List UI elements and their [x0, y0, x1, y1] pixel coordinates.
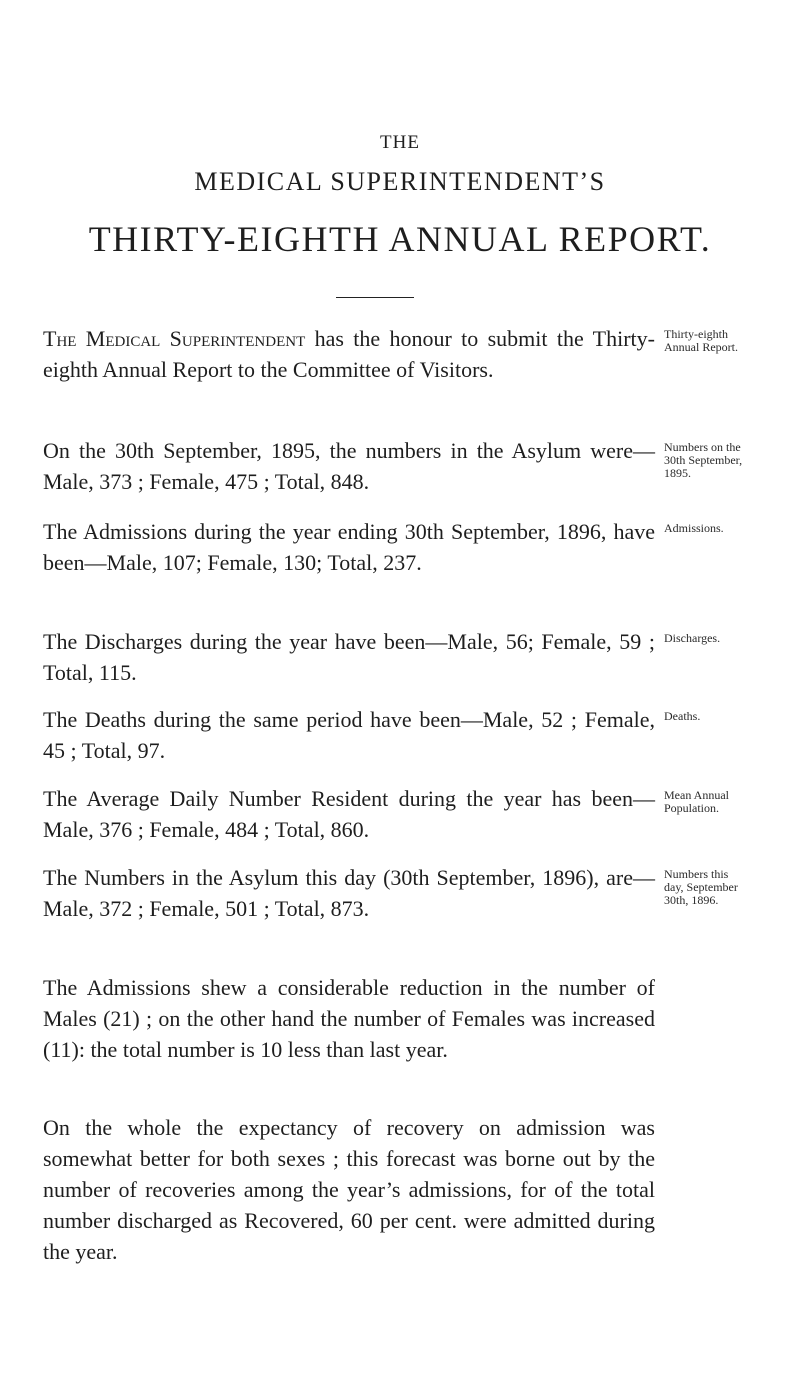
paragraph-numbers-1895: On the 30th September, 1895, the numbers in the Asylum were—Male, 373 ; Female, 475 ; Total, 848. — [43, 438, 655, 494]
heading-title: THIRTY-EIGHTH ANNUAL REPORT. — [88, 219, 712, 259]
paragraph-deaths: The Deaths during the same period have been—Male, 52 ; Female, 45 ; Total, 97. — [43, 707, 655, 763]
paragraph-discharges: The Discharges during the year have been—Male, 56; Female, 59 ; Total, 115. — [43, 629, 655, 685]
paragraph-text: has the honour to submit the Thirty-eighth Annual Report to the Committee of Visitors. — [43, 326, 655, 382]
margin-note-admissions: Admissions. — [664, 521, 724, 535]
margin-note-mean-population: Mean Annual Population. — [664, 788, 729, 815]
margin-note-deaths: Deaths. — [664, 709, 701, 723]
paragraph-numbers-1896: The Numbers in the Asylum this day (30th September, 1896), are—Male, 372 ; Female, 501 ; Total, 873. — [43, 865, 655, 921]
section-divider — [336, 297, 414, 298]
paragraph-lead: The Medical Superintendent — [43, 326, 306, 351]
heading-the: THE — [380, 132, 420, 153]
paragraph-recovery: On the whole the expectancy of recovery on admission was somewhat better for both sexes ; this forecast was borne out by the number of recoveries among the year’s admissions, for of the total number discharged as Recovered, 60 per cent. were admitted during the year. — [43, 1115, 655, 1264]
paragraph-admissions: The Admissions during the year ending 30th September, 1896, have been—Male, 107; Female, 130; Total, 237. — [43, 519, 655, 575]
margin-note-numbers-1895: Numbers on the 30th September, 1895. — [664, 440, 743, 480]
paragraph-admissions-comparison: The Admissions shew a considerable reduction in the number of Males (21) ; on the other hand the number of Females was increased (11): the total number is 10 less than last year. — [43, 975, 655, 1062]
margin-note-discharges: Discharges. — [664, 631, 721, 645]
margin-note-annual-report: Thirty-eighth Annual Report. — [664, 327, 738, 354]
margin-note-numbers-1896: Numbers this day, September 30th, 1896. — [664, 867, 738, 907]
paragraph-intro — [43, 323, 655, 385]
heading-subtitle: MEDICAL SUPERINTENDENT’S — [194, 167, 606, 196]
paragraph-average-daily: The Average Daily Number Resident during the year has been—Male, 376 ; Female, 484 ; Total, 860. — [43, 786, 655, 842]
